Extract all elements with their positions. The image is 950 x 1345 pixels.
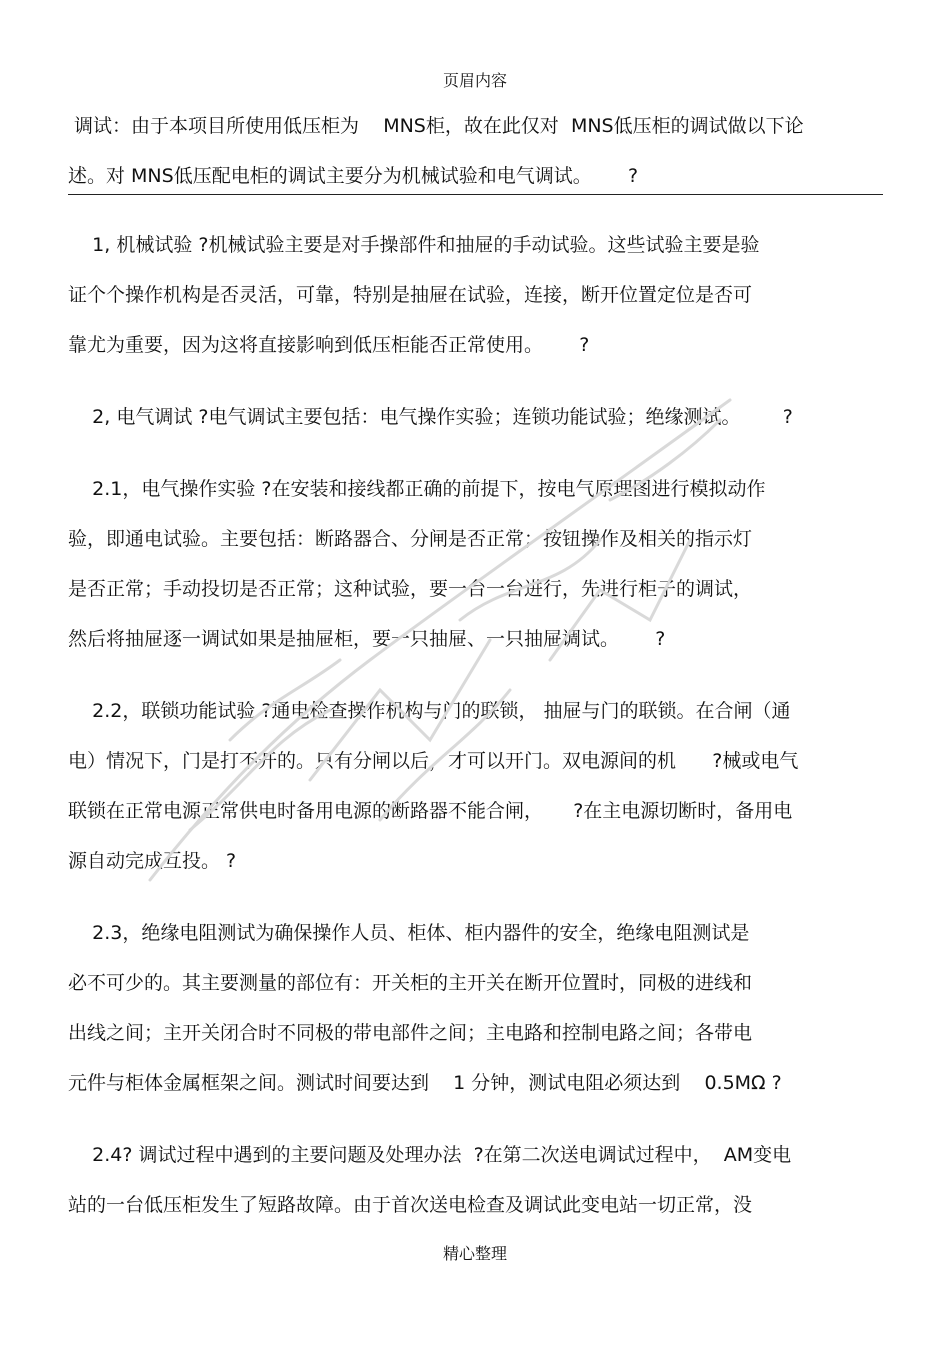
paragraph-line: 是否正常；手动投切是否正常；这种试验，要一台一台进行，先进行柜子的调试， <box>68 578 753 600</box>
header-divider <box>68 194 883 195</box>
paragraph-line: 站的一台低压柜发生了短路故障。由于首次送电检查及调试此变电站一切正常，没 <box>68 1194 753 1216</box>
paragraph-line: 2.3，绝缘电阻测试为确保操作人员、柜体、柜内器件的安全，绝缘电阻测试是 <box>68 922 750 944</box>
paragraph-line: 元件与柜体金属框架之间。测试时间要达到 1 分钟，测试电阻必须达到 0.5MΩ ? <box>68 1072 782 1094</box>
paragraph-line: 源自动完成互投。 ? <box>68 850 237 872</box>
paragraph-line: 2, 电气调试 ?电气调试主要包括：电气操作实验；连锁功能试验；绝缘测试。 ? <box>68 406 793 428</box>
intro-line: 调试：由于本项目所使用低压柜为 MNS柜，故在此仅对 MNS低压柜的调试做以下论 <box>68 115 804 137</box>
paragraph-line: 验，即通电试验。主要包括：断路器合、分闸是否正常；按钮操作及相关的指示灯 <box>68 528 753 550</box>
section-electrical-test <box>68 392 883 442</box>
section-problems <box>68 1130 883 1230</box>
paragraph-line: 联锁在正常电源正常供电时备用电源的断路器不能合闸， ?在主电源切断时，备用电 <box>68 800 793 822</box>
document-body <box>68 220 883 1230</box>
paragraph-line: 1, 机械试验 ?机械试验主要是对手操部件和抽屉的手动试验。这些试验主要是验 <box>68 234 760 256</box>
paragraph-line: 2.4? 调试过程中遇到的主要问题及处理办法 ?在第二次送电调试过程中， AM变电 <box>68 1144 792 1166</box>
paragraph-line: 2.2，联锁功能试验 ?通电检查操作机构与门的联锁， 抽屉与门的联锁。在合闸（通 <box>68 700 791 722</box>
paragraph-line: 必不可少的。其主要测量的部位有：开关柜的主开关在断开位置时，同极的进线和 <box>68 972 753 994</box>
paragraph-line: 2.1，电气操作实验 ?在安装和接线都正确的前提下，按电气原理图进行模拟动作 <box>68 478 766 500</box>
paragraph-line: 然后将抽屉逐一调试如果是抽屉柜，要一只抽屉、一只抽屉调试。 ? <box>68 628 666 650</box>
section-mechanical-test <box>68 220 883 370</box>
page-footer: 精心整理 <box>442 1244 507 1263</box>
intro-paragraph <box>68 101 880 201</box>
page-header: 页眉内容 <box>442 71 507 90</box>
section-interlock-test <box>68 686 883 886</box>
paragraph-line: 证个个操作机构是否灵活，可靠，特别是抽屉在试验，连接，断开位置定位是否可 <box>68 284 753 306</box>
section-insulation-test <box>68 908 883 1108</box>
paragraph-line: 电）情况下，门是打不开的。只有分闸以后，才可以开门。双电源间的机 ?械或电气 <box>68 750 799 772</box>
section-electrical-operation <box>68 464 883 664</box>
paragraph-line: 靠尤为重要，因为这将直接影响到低压柜能否正常使用。 ? <box>68 334 590 356</box>
paragraph-line: 出线之间；主开关闭合时不同极的带电部件之间；主电路和控制电路之间；各带电 <box>68 1022 753 1044</box>
intro-line: 述。对 MNS低压配电柜的调试主要分为机械试验和电气调试。 ? <box>68 165 639 187</box>
